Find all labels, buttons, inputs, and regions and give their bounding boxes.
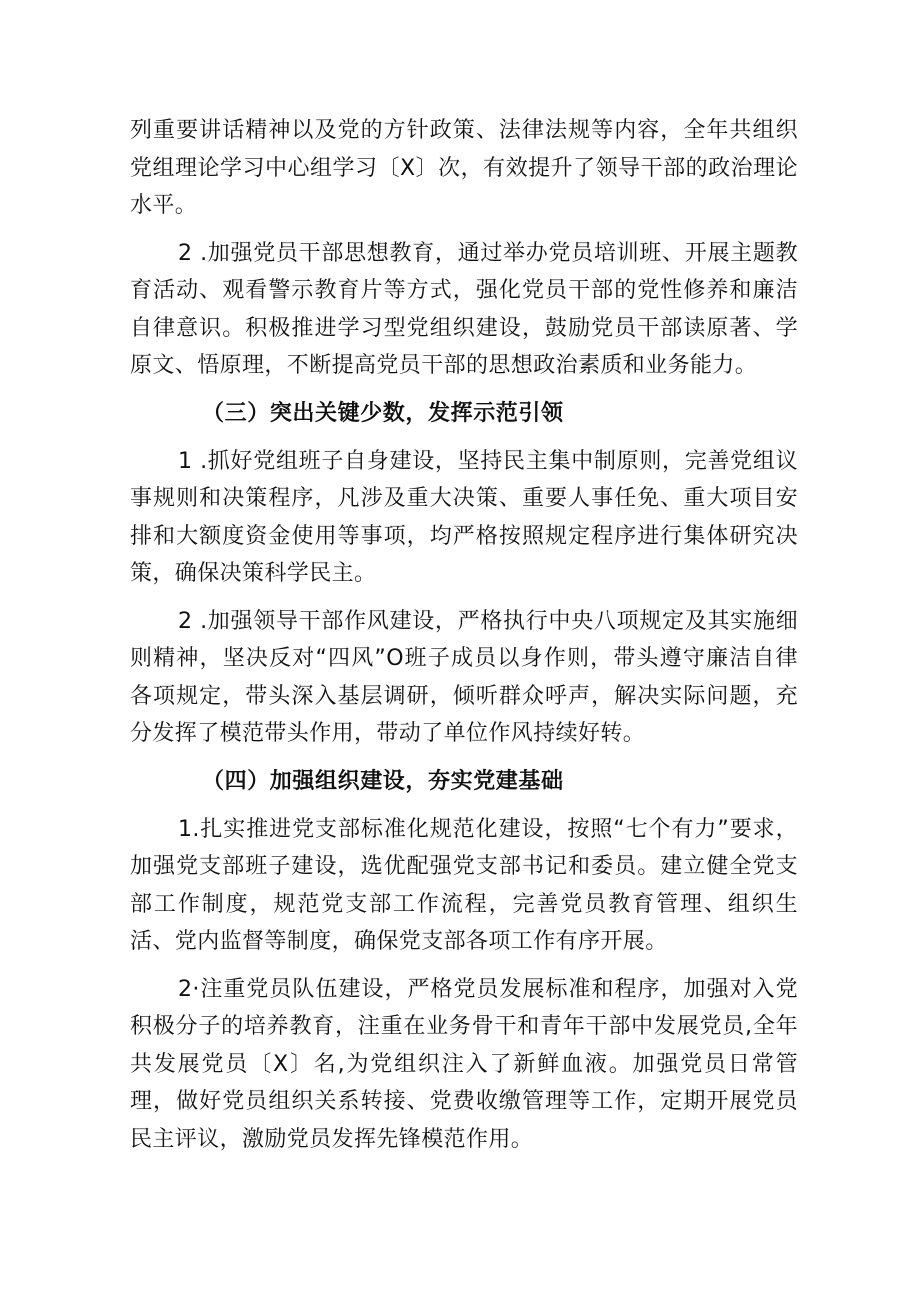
paragraph-item-2-conduct: 2 .加强领导干部作风建设，严格执行中央八项规定及其实施细则精神，坚决反对“四风”O班子成员以身作则，带头遵守廉洁自律各项规定，带头深入基层调研，倾听群众呼声，解决实际问题，充分发挥了模范带头作用，带动了单位作风持续好转。 xyxy=(130,608,798,746)
paragraph-continuation: 列重要讲话精神以及党的方针政策、法律法规等内容，全年共组织党组理论学习中心组学习〔X〕次，有效提升了领导干部的政治理论水平。 xyxy=(130,118,798,218)
document-body xyxy=(130,112,798,1158)
paragraph-item-2-education: 2 .加强党员干部思想教育，通过举办党员培训班、开展主题教育活动、观看警示教育片等方式，强化党员干部的党性修养和廉洁自律意识。积极推进学习型党组织建设，鼓励党员干部读原著、学原文、悟原理，不断提高党员干部的思想政治素质和业务能力。 xyxy=(130,240,798,378)
paragraph-item-2-members: 2·注重党员队伍建设，严格党员发展标准和程序，加强对入党积极分子的培养教育，注重在业务骨干和青年干部中发展党员,全年共发展党员〔X〕名,为党组织注入了新鲜血液。加强党员日常管理，做好党员组织关系转接、党费收缴管理等工作，定期开展党员民主评议，激励党员发挥先锋模范作用。 xyxy=(130,976,798,1152)
section-heading-four: （四）加强组织建设，夯实党建基础 xyxy=(202,768,564,794)
section-heading-three: （三）突出关键少数，发挥示范引领 xyxy=(202,400,564,426)
paragraph-item-1-branch: 1.扎实推进党支部标准化规范化建设，按照“七个有力”要求，加强党支部班子建设，选优配强党支部书记和委员。建立健全党支部工作制度，规范党支部工作流程，完善党员教育管理、组织生活、党内监督等制度，确保党支部各项工作有序开展。 xyxy=(130,816,798,954)
paragraph-item-1-leadership: 1 .抓好党组班子自身建设，坚持民主集中制原则，完善党组议事规则和决策程序，凡涉及重大决策、重要人事任免、重大项目安排和大额度资金使用等事项，均严格按照规定程序进行集体研究决策，确保决策科学民主。 xyxy=(130,448,798,586)
